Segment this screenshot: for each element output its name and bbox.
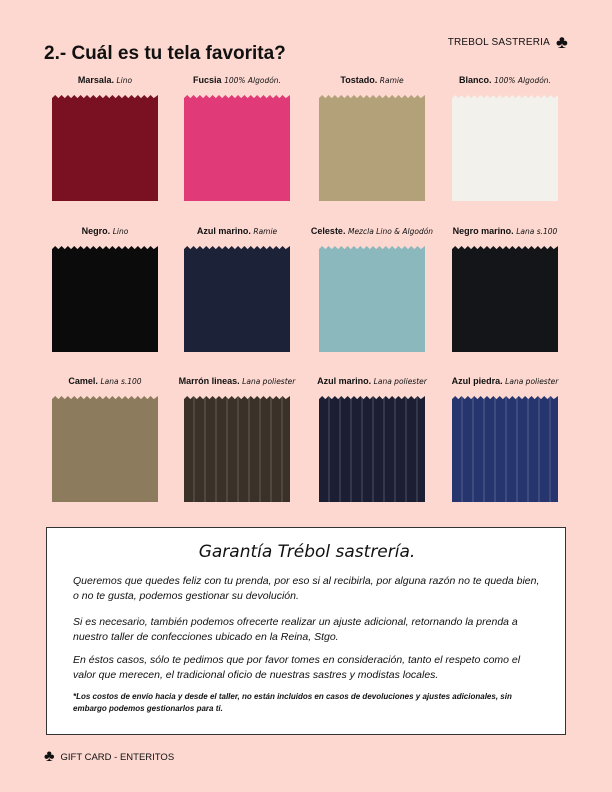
fabric-label [162,73,312,87]
fabric-option[interactable] [162,73,312,201]
fabric-label [30,224,180,238]
fabric-name: Marrón lineas. [178,376,240,386]
fabric-swatch[interactable] [52,95,158,201]
fabric-label [430,73,580,87]
club-icon: ♣ [44,748,55,765]
fabric-material: 100% Algodón. [224,76,281,85]
fabric-swatch[interactable] [184,246,290,352]
fabric-name: Blanco. [459,75,492,85]
fabric-option[interactable] [297,73,447,201]
guarantee-paragraph-3: En éstos casos, sólo te pedimos que por favor tomes en consideración, tanto el respeto como el valor que merecen, el tradicional oficio de nuestras sastres y modistas locales. [73,654,521,681]
fabric-name: Celeste. [310,226,346,236]
fabric-swatch[interactable] [452,246,558,352]
fabric-label [297,224,447,238]
fabric-label [297,73,447,87]
fabric-label [162,224,312,238]
footer [44,749,174,765]
fabric-material: Lana s.100 [516,227,558,236]
fabric-swatch[interactable] [52,246,158,352]
footer-label: GIFT CARD - ENTERITOS [60,751,175,763]
guarantee-paragraph-2: Si es necesario, también podemos ofrecerte realizar un ajuste adicional, retornando la prenda a nuestro taller de confecciones ubicado en la Reina, Stgo. [73,616,518,643]
fabric-name: Azul marino. [317,376,372,386]
fabric-swatch[interactable] [452,396,558,502]
fabric-name: Fucsia [193,75,222,85]
fabric-name: Tostado. [340,75,378,85]
fabric-name: Azul piedra. [451,376,503,386]
fabric-option[interactable] [430,374,580,502]
fabric-label [430,224,580,238]
fabric-option[interactable] [30,224,180,352]
fabric-material: 100% Algodón. [494,76,551,85]
fabric-name: Azul marino. [196,226,251,236]
fabric-label [30,73,180,87]
fabric-option[interactable] [162,224,312,352]
fabric-name: Camel. [68,376,98,386]
fabric-material: Lana poliester [505,377,559,386]
fabric-option[interactable] [162,374,312,502]
fabric-material: Lana s.100 [100,377,142,386]
brand-name: TREBOL SASTRERIA [447,36,550,48]
guarantee-note: *Los costos de envío hacia y desde el taller, no están incluidos en casos de devoluciones y ajustes adicionales, sin embargo podemos gestionarlos para ti. [73,692,512,713]
fabric-label [30,374,180,388]
fabric-material: Lino [116,76,133,85]
fabric-swatch[interactable] [452,95,558,201]
fabric-option[interactable] [430,73,580,201]
club-icon: ♣ [555,32,568,52]
fabric-material: Lana poliester [242,377,296,386]
guarantee-paragraph-1: Queremos que quedes feliz con tu prenda, por eso si al recibirla, por alguna razón no te queda bien, o no te gusta, podemos gestionar su devolución. [73,575,540,602]
fabric-label [430,374,580,388]
fabric-label [297,374,447,388]
fabric-option[interactable] [30,73,180,201]
fabric-swatch[interactable] [319,246,425,352]
fabric-option[interactable] [430,224,580,352]
fabric-swatch[interactable] [184,95,290,201]
fabric-label [162,374,312,388]
fabric-swatch[interactable] [319,396,425,502]
fabric-material: Ramie [379,76,404,85]
fabric-name: Negro. [81,226,111,236]
page-title: 2.- Cuál es tu tela favorita? [44,43,286,64]
guarantee-box [46,527,566,735]
fabric-name: Negro marino. [452,226,514,236]
fabric-material: Lino [112,227,129,236]
fabric-material: Ramie [253,227,278,236]
fabric-swatch[interactable] [319,95,425,201]
fabric-material: Mezcla Lino & Algodón [347,227,434,236]
fabric-name: Marsala. [77,75,114,85]
fabric-option[interactable] [30,374,180,502]
fabric-swatch[interactable] [184,396,290,502]
guarantee-title: Garantía Trébol sastrería. [198,542,416,562]
fabric-swatch[interactable] [52,396,158,502]
fabric-option[interactable] [297,224,447,352]
fabric-option[interactable] [297,374,447,502]
fabric-material: Lana poliester [373,377,427,386]
